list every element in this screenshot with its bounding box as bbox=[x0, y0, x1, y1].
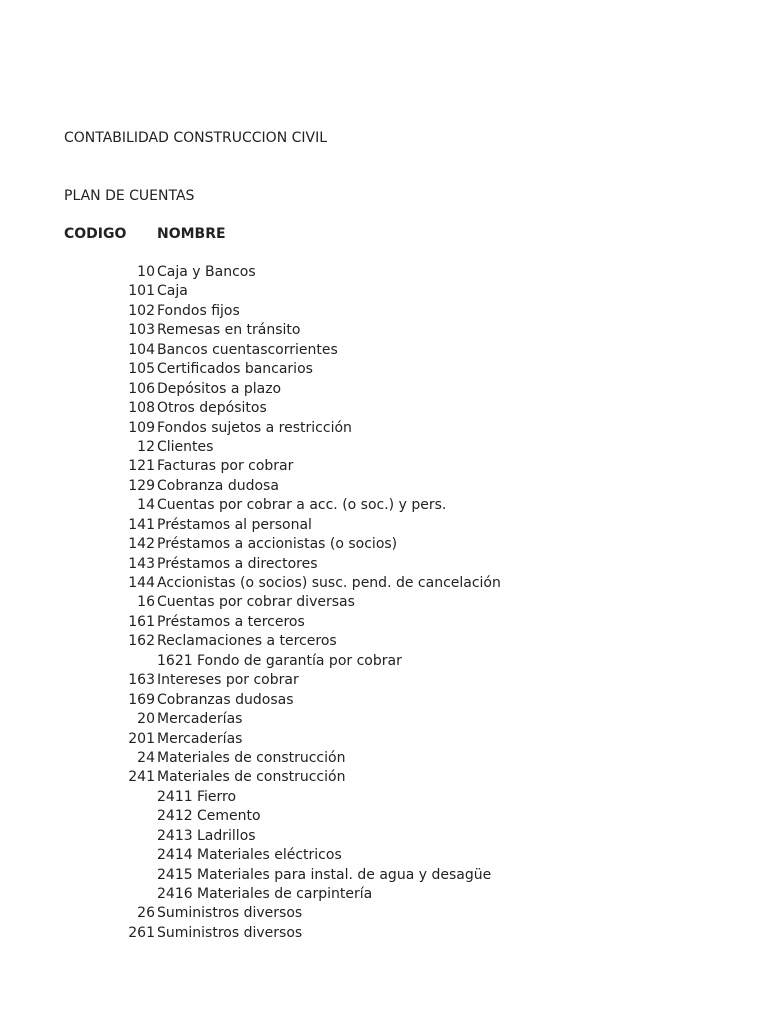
account-name: Materiales de construcción bbox=[157, 749, 346, 766]
account-name: Mercaderías bbox=[157, 711, 243, 728]
account-row bbox=[0, 866, 768, 885]
account-row bbox=[0, 282, 768, 301]
account-row bbox=[0, 710, 768, 729]
account-name: Fierro bbox=[197, 788, 237, 805]
account-row bbox=[0, 671, 768, 690]
account-row bbox=[0, 885, 768, 904]
account-code: 121 bbox=[128, 458, 155, 475]
account-code: 144 bbox=[128, 575, 155, 591]
account-name: Depósitos a plazo bbox=[157, 380, 282, 397]
account-name: Materiales de construcción bbox=[157, 769, 346, 786]
account-row bbox=[0, 652, 768, 671]
account-code: 129 bbox=[128, 477, 155, 494]
column-header-code: CODIGO bbox=[64, 226, 127, 242]
account-name: Suministros diversos bbox=[157, 924, 303, 941]
account-name: Caja y Bancos bbox=[157, 264, 256, 280]
account-code: 16 bbox=[137, 594, 155, 611]
account-row bbox=[0, 496, 768, 515]
account-code: 10 bbox=[137, 264, 155, 280]
account-row bbox=[0, 438, 768, 457]
account-row bbox=[0, 360, 768, 379]
account-name: Reclamaciones a terceros bbox=[157, 633, 337, 650]
account-name: Clientes bbox=[157, 438, 214, 455]
account-code: 143 bbox=[128, 555, 155, 572]
account-row bbox=[0, 846, 768, 865]
account-code: 2414 bbox=[157, 847, 193, 864]
account-code: 108 bbox=[128, 400, 155, 417]
account-name: Fondos fijos bbox=[157, 302, 240, 319]
account-code: 24 bbox=[137, 749, 155, 766]
accounts-list bbox=[0, 263, 768, 943]
account-code: 2413 bbox=[157, 827, 193, 844]
account-name: Caja bbox=[157, 283, 188, 300]
account-name: Bancos cuentascorrientes bbox=[157, 341, 338, 358]
account-row bbox=[0, 749, 768, 768]
account-code: 2416 bbox=[157, 886, 193, 902]
account-code: 261 bbox=[128, 924, 155, 941]
account-name: Cemento bbox=[197, 808, 261, 825]
account-row bbox=[0, 730, 768, 749]
account-row bbox=[0, 632, 768, 651]
account-name: Cuentas por cobrar a acc. (o soc.) y pers. bbox=[157, 497, 447, 514]
account-row bbox=[0, 768, 768, 787]
account-name: Fondo de garantía por cobrar bbox=[197, 652, 402, 669]
account-row bbox=[0, 904, 768, 923]
column-header-name: NOMBRE bbox=[157, 226, 226, 242]
account-code: 20 bbox=[137, 711, 155, 728]
account-code: 106 bbox=[128, 380, 155, 397]
account-row bbox=[0, 593, 768, 612]
account-row bbox=[0, 535, 768, 554]
account-row bbox=[0, 924, 768, 943]
account-row bbox=[0, 341, 768, 360]
account-code: 141 bbox=[128, 516, 155, 533]
account-code: 1621 bbox=[157, 652, 193, 669]
plan-title: PLAN DE CUENTAS bbox=[64, 188, 195, 204]
account-code: 161 bbox=[128, 613, 155, 630]
account-row bbox=[0, 827, 768, 846]
account-code: 104 bbox=[128, 341, 155, 358]
account-name: Préstamos a directores bbox=[157, 555, 318, 572]
account-name: Préstamos a accionistas (o socios) bbox=[157, 536, 398, 553]
document-title: CONTABILIDAD CONSTRUCCION CIVIL bbox=[64, 130, 328, 146]
account-code: 162 bbox=[128, 633, 155, 650]
account-name: Intereses por cobrar bbox=[157, 672, 299, 689]
account-row bbox=[0, 302, 768, 321]
account-name: Cobranza dudosa bbox=[157, 477, 279, 494]
account-code: 14 bbox=[137, 497, 155, 514]
account-row bbox=[0, 691, 768, 710]
account-code: 105 bbox=[128, 361, 155, 378]
account-code: 2412 bbox=[157, 808, 193, 825]
account-code: 12 bbox=[137, 438, 155, 455]
account-code: 142 bbox=[128, 536, 155, 553]
account-row bbox=[0, 516, 768, 535]
account-code: 101 bbox=[128, 283, 155, 300]
account-row bbox=[0, 457, 768, 476]
account-row bbox=[0, 807, 768, 826]
account-name: Suministros diversos bbox=[157, 905, 303, 922]
account-name: Ladrillos bbox=[197, 827, 256, 844]
account-code: 109 bbox=[128, 419, 155, 436]
account-row bbox=[0, 555, 768, 574]
account-name: Materiales para instal. de agua y desagüe bbox=[197, 866, 492, 883]
account-code: 241 bbox=[128, 769, 155, 786]
account-row bbox=[0, 263, 768, 282]
account-name: Mercaderías bbox=[157, 730, 243, 747]
account-name: Préstamos a terceros bbox=[157, 613, 305, 630]
account-row bbox=[0, 419, 768, 438]
account-row bbox=[0, 321, 768, 340]
account-name: Otros depósitos bbox=[157, 400, 267, 417]
account-name: Cobranzas dudosas bbox=[157, 691, 294, 708]
account-code: 201 bbox=[128, 730, 155, 747]
account-name: Facturas por cobrar bbox=[157, 458, 294, 475]
account-row bbox=[0, 613, 768, 632]
account-row bbox=[0, 788, 768, 807]
account-name: Materiales de carpintería bbox=[197, 886, 373, 902]
account-row bbox=[0, 380, 768, 399]
account-name: Remesas en tránsito bbox=[157, 322, 301, 339]
account-name: Préstamos al personal bbox=[157, 516, 312, 533]
account-name: Accionistas (o socios) susc. pend. de cancelación bbox=[157, 575, 501, 591]
account-name: Materiales eléctricos bbox=[197, 847, 342, 864]
account-code: 169 bbox=[128, 691, 155, 708]
account-code: 2411 bbox=[157, 788, 193, 805]
account-code: 2415 bbox=[157, 866, 193, 883]
account-row bbox=[0, 399, 768, 418]
account-name: Fondos sujetos a restricción bbox=[157, 419, 352, 436]
account-name: Certificados bancarios bbox=[157, 361, 313, 378]
account-row bbox=[0, 574, 768, 593]
account-code: 102 bbox=[128, 302, 155, 319]
account-code: 163 bbox=[128, 672, 155, 689]
account-row bbox=[0, 477, 768, 496]
account-code: 26 bbox=[137, 905, 155, 922]
account-name: Cuentas por cobrar diversas bbox=[157, 594, 355, 611]
account-code: 103 bbox=[128, 322, 155, 339]
